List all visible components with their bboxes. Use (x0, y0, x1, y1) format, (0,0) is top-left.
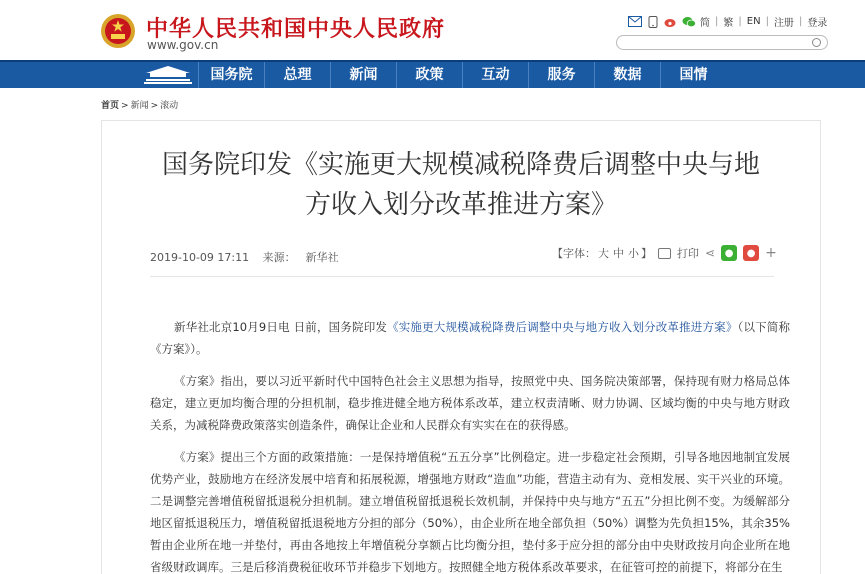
paragraph-text: 新华社北京10月9日电 日前，国务院印发 (174, 320, 388, 334)
nav-item-interaction[interactable]: 互动 (462, 62, 528, 88)
nav-item-state-council[interactable]: 国务院 (198, 62, 264, 88)
nav-item-data[interactable]: 数据 (594, 62, 660, 88)
wechat-share-icon[interactable]: ● (721, 245, 737, 261)
source-name: 新华社 (305, 251, 339, 264)
nav-item-news[interactable]: 新闻 (330, 62, 396, 88)
weibo-icon[interactable] (664, 16, 678, 28)
paragraph-text: （以下简称《方案》）。 (150, 320, 790, 356)
source-label (263, 251, 349, 264)
breadcrumb-separator: > (121, 101, 129, 111)
article-title-line: 国务院印发《实施更大规模减税降费后调整中央与地 (161, 150, 760, 180)
lang-simplified-link[interactable]: 简 (700, 18, 710, 29)
font-size-medium[interactable]: 中 (613, 247, 624, 260)
article-paragraph: 《方案》提出三个方面的政策措施：一是保持增值税“五五分享”比例稳定。进一步稳定社会预期，引导各地因地制宜发展优势产业，鼓励地方在经济发展中培育和拓展税源，增强地方财政“造血”功能，营造主动有为、竞相发展、实干兴业的环境。二是调整完善增值税留抵退税分担机制。建立增值税留抵退税长效机制，并保持中央与地方“五五”分担比例不变。为缓解部分地区留抵退税压力，增值税留抵退税地方分担的部分（50%），由企业所在地全部负担（50%）调整为先负担15%，其余35%暂由企业所在地一并垫付，再由各地按上年增值税分享额占比均衡分担，垫付多于应分担的部分由中央财政按月向企业所在地省级财政调库。三是后移消费税征收环节并稳步下划地方。按照健全地方税体系改革要求，在征管可控的前提下，将部分在生 (150, 450, 790, 574)
font-size-close: 】 (641, 247, 652, 260)
wechat-icon[interactable] (682, 16, 696, 28)
font-size-selector (552, 245, 652, 261)
breadcrumb-separator: > (150, 101, 159, 111)
mobile-icon[interactable] (646, 16, 660, 28)
nav-items (198, 62, 726, 88)
breadcrumb (101, 98, 178, 111)
article-tools (552, 245, 777, 261)
divider: | (765, 16, 769, 27)
weibo-share-icon[interactable]: ● (743, 245, 759, 261)
article-title (102, 145, 820, 225)
login-link[interactable]: 登录 (807, 18, 828, 29)
publish-datetime: 2019-10-09 17:11 (150, 251, 250, 264)
printer-icon[interactable] (658, 248, 671, 259)
font-size-large[interactable]: 大 (598, 247, 609, 260)
search-box (616, 35, 828, 50)
divider: | (798, 16, 803, 27)
article-paragraph: 《方案》指出，要以习近平新时代中国特色社会主义思想为指导，按照党中央、国务院决策部署，保持现有财力格局总体稳定，建立更加均衡合理的分担机制，稳步推进健全地方税体系改革，建立权责清晰、财力协调、区域均衡的中央与地方财政关系，为减税降费政策落实创造条件，确保让企业和人民群众有实实在在的获得感。 (150, 374, 790, 432)
lang-english-link[interactable]: EN (746, 16, 761, 27)
site-title[interactable]: 中华人民共和国中央人民政府 (146, 17, 446, 42)
register-link[interactable]: 注册 (773, 18, 794, 29)
font-size-label: 【字体： (552, 247, 596, 260)
print-button[interactable]: 打印 (677, 247, 699, 260)
lang-traditional-link[interactable]: 繁 (723, 18, 734, 29)
search-icon[interactable] (812, 38, 821, 47)
divider: | (715, 16, 719, 27)
top-links (628, 14, 827, 29)
document-link[interactable]: 《实施更大规模减税降费后调整中央与地方收入划分改革推进方案》 (387, 320, 738, 334)
national-emblem-icon[interactable] (100, 12, 136, 50)
article (101, 120, 821, 574)
nav-item-national-conditions[interactable]: 国情 (660, 62, 726, 88)
main-nav (0, 60, 865, 88)
nav-item-services[interactable]: 服务 (528, 62, 594, 88)
article-body (150, 316, 790, 574)
breadcrumb-home[interactable]: 首页 (101, 101, 120, 111)
mail-icon[interactable] (628, 16, 642, 28)
search-input[interactable] (625, 42, 815, 55)
article-paragraph (150, 316, 790, 360)
meta-divider (150, 276, 774, 277)
tiananmen-logo-icon[interactable] (140, 65, 196, 85)
source-label-text: 来源： (262, 251, 296, 264)
nav-item-policy[interactable]: 政策 (396, 62, 462, 88)
site-url: www.gov.cn (147, 38, 219, 52)
nav-item-premier[interactable]: 总理 (264, 62, 330, 88)
article-title-line: 方收入划分改革推进方案》 (304, 190, 617, 220)
divider: | (738, 16, 742, 27)
more-share-icon[interactable]: + (765, 245, 777, 261)
breadcrumb-scroll[interactable]: 滚动 (160, 101, 179, 111)
breadcrumb-news[interactable]: 新闻 (130, 101, 149, 111)
site-header (0, 0, 865, 60)
article-meta (150, 249, 359, 265)
font-size-small[interactable]: 小 (628, 247, 639, 260)
share-icon[interactable]: ⋖ (705, 246, 716, 260)
